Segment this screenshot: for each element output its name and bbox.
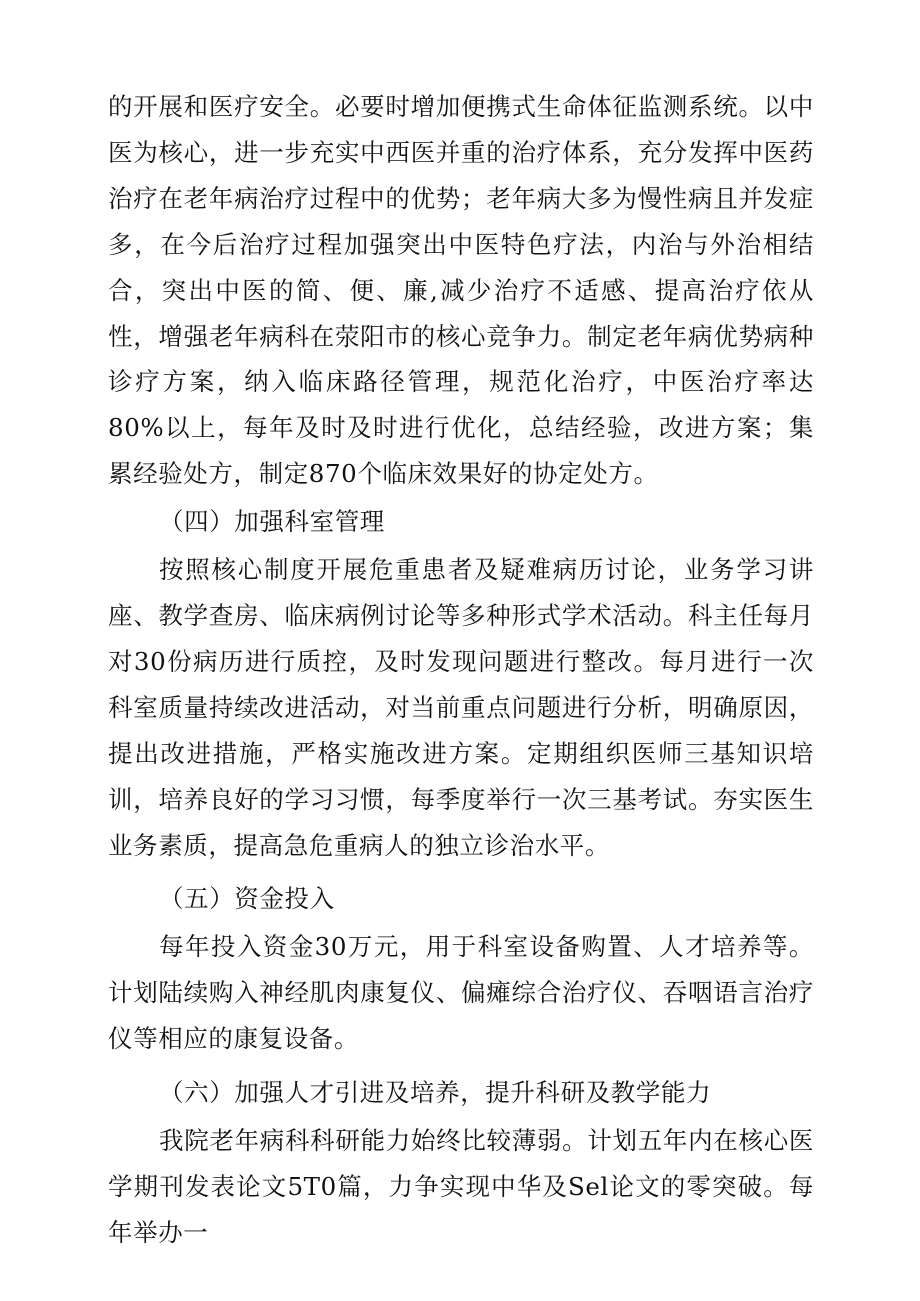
paragraph-care-system: 的开展和医疗安全。必要时增加便携式生命体征监测系统。以中医为核心，进一步充实中西医并重的治疗体系，充分发挥中医药治疗在老年病治疗过程中的优势；老年病大多为慢性病且并发症多，在今后治疗过程加强突出中医特色疗法，内治与外治相结合，突出中医的简、便、廉,减少治疗不适感、提高治疗依从性，增强老年病科在荥阳市的核心竞争力。制定老年病优势病种诊疗方案，纳入临床路径管理，规范化治疗，中医治疗率达80%以上，每年及时及时进行优化，总结经验，改进方案；集累经验处方，制定870个临床效果好的协定处方。 bbox=[108, 92, 814, 489]
heading-talent-research: （六）加强人才引进及培养，提升科研及教学能力 bbox=[159, 1078, 712, 1108]
heading-funding: （五）资金投入 bbox=[159, 884, 335, 914]
heading-department-management: （四）加强科室管理 bbox=[159, 507, 385, 537]
paragraph-talent-research: 我院老年病科科研能力始终比较薄弱。计划五年内在核心医学期刊发表论文5T0篇，力争实现中华及Sel论文的零突破。每年举办一 bbox=[108, 1125, 814, 1247]
document-page bbox=[108, 84, 814, 1256]
paragraph-department-management: 按照核心制度开展危重患者及疑难病历讨论，业务学习讲座、教学查房、临床病例讨论等多种形式学术活动。科主任每月对30份病历进行质控，及时发现问题进行整改。每月进行一次科室质量持续改进活动，对当前重点问题进行分析，明确原因，提出改进措施，严格实施改进方案。定期组织医师三基知识培训，培养良好的学习习惯，每季度举行一次三基考试。夯实医生业务素质，提高急危重病人的独立诊治水平。 bbox=[108, 555, 814, 860]
paragraph-funding: 每年投入资金30万元，用于科室设备购置、人才培养等。计划陆续购入神经肌肉康复仪、偏瘫综合治疗仪、吞咽语言治疗仪等相应的康复设备。 bbox=[108, 932, 814, 1054]
